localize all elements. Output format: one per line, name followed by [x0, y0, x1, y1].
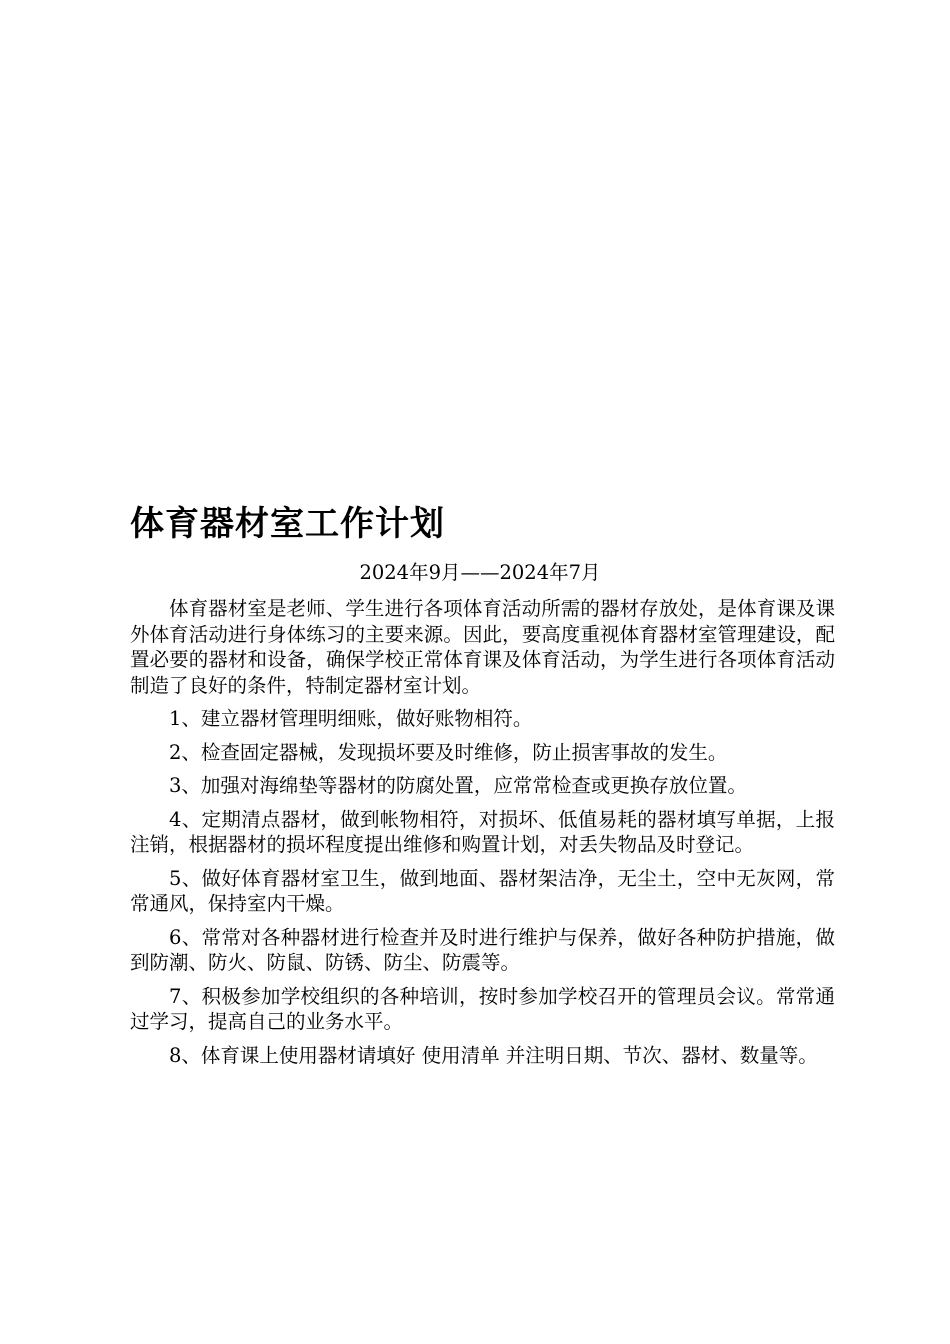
- plan-item-6: 6、常常对各种器材进行检查并及时进行维护与保养，做好各种防护措施，做到防潮、防火、防鼠、防锈、防尘、防震等。: [130, 925, 835, 974]
- plan-item-8: 8、体育课上使用器材请填好 使用清单 并注明日期、节次、器材、数量等。: [169, 1043, 818, 1067]
- plan-item-3: 3、加强对海绵垫等器材的防腐处置，应常常检查或更换存放位置。: [169, 774, 747, 797]
- plan-item-4: 4、定期清点器材，做到帐物相符，对损坏、低值易耗的器材填写单据，上报注销，根据器材的损坏程度提出维修和购置计划，对丢失物品及时登记。: [130, 807, 835, 856]
- date-range: 2024年9月——2024年7月: [359, 561, 601, 584]
- document-title: 体育器材室工作计划: [130, 504, 445, 544]
- plan-item-1: 1、建立器材管理明细账，做好账物相符。: [169, 707, 533, 730]
- intro-paragraph: 体育器材室是老师、学生进行各项体育活动所需的器材存放处，是体育课及课外体育活动进行身体练习的主要来源。因此，要高度重视体育器材室管理建设，配置必要的器材和设备，确保学校正常体育课及体育活动，为学生进行各项体育活动制造了良好的条件，特制定器材室计划。: [130, 597, 835, 697]
- plan-item-5: 5、做好体育器材室卫生，做到地面、器材架洁净，无尘土，空中无灰网，常常通风，保持室内干燥。: [130, 866, 835, 915]
- document-body: [130, 596, 835, 1076]
- plan-item-2: 2、检查固定器械，发现损坏要及时维修，防止损害事故的发生。: [169, 740, 728, 764]
- plan-item-7: 7、积极参加学校组织的各种培训，按时参加学校召开的管理员会议。常常通过学习，提高自己的业务水平。: [130, 984, 835, 1033]
